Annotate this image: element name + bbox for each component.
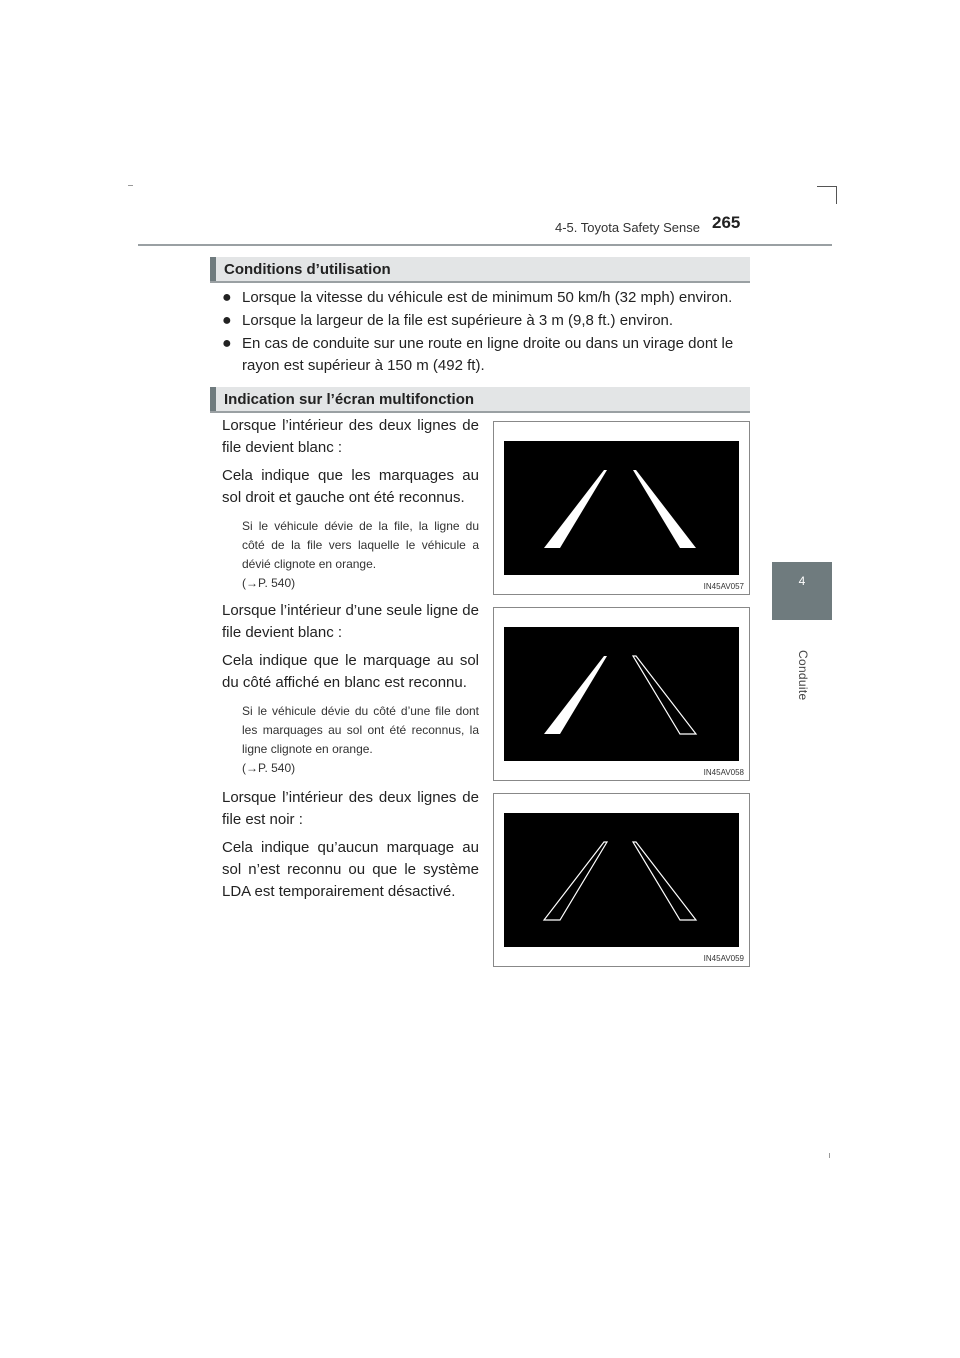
chapter-label <box>772 650 832 710</box>
indication-entry <box>222 415 479 599</box>
indication-entry <box>222 600 479 784</box>
chapter-number: 4 <box>798 574 806 588</box>
chapter-tab <box>772 562 832 620</box>
entry-heading: Lorsque l’intérieur d’une seule ligne de file devient blanc : <box>222 602 479 641</box>
section-heading-conditions <box>210 257 750 283</box>
conditions-list <box>222 287 752 378</box>
entry-heading: Lorsque l’intérieur des deux lignes de file est noir : <box>222 789 479 828</box>
section-title: Indication sur l’écran multifonction <box>224 391 475 408</box>
page-reference: (→P. 540) <box>242 761 296 775</box>
entry-body: Cela indique que le marquage au sol du côté affiché en blanc est reconnu. <box>222 652 479 691</box>
entry-body: Cela indique qu’aucun marquage au sol n’est reconnu ou que le système LDA est temporairement désactivé. <box>222 839 479 900</box>
running-header: 4-5. Toyota Safety Sense <box>554 220 700 235</box>
multi-information-display <box>504 813 739 947</box>
bullet-icon: ● <box>222 335 232 352</box>
list-item: ● Lorsque la largeur de la file est supérieure à 3 m (9,8 ft.) environ. <box>222 310 752 332</box>
list-item: ● En cas de conduite sur une route en ligne droite ou dans un virage dont le rayon est supérieur à 150 m (492 ft). <box>222 335 734 374</box>
lane-lines-both-white-icon <box>504 441 739 575</box>
crop-mark <box>829 1153 830 1158</box>
bullet-icon: ● <box>222 312 232 329</box>
list-item: ● Lorsque la vitesse du véhicule est de minimum 50 km/h (32 mph) environ. <box>222 287 752 309</box>
section-marker <box>210 387 216 411</box>
section-heading-indication <box>210 387 750 413</box>
section-title: Conditions d’utilisation <box>224 261 391 278</box>
figure-code: IN45AV059 <box>703 954 744 963</box>
chapter-label-text: Conduite <box>796 650 810 701</box>
page-reference: (→P. 540) <box>242 576 296 590</box>
multi-information-display <box>504 627 739 761</box>
lane-display-figure <box>493 421 750 595</box>
figure-code: IN45AV058 <box>703 768 744 777</box>
entry-heading: Lorsque l’intérieur des deux lignes de file devient blanc : <box>222 417 479 456</box>
crop-mark <box>836 186 837 204</box>
page-number: 265 <box>712 213 741 232</box>
multi-information-display <box>504 441 739 575</box>
lane-line-left-white-icon <box>504 627 739 761</box>
indication-entry <box>222 787 479 909</box>
crop-mark <box>128 185 133 186</box>
lane-display-figure <box>493 793 750 967</box>
entry-note: Si le véhicule dévie de la file, la ligne du côté de la file vers laquelle le véhicule a dévié clignote en orange. (→P. 540) <box>242 519 479 590</box>
lane-display-figure <box>493 607 750 781</box>
header-divider <box>138 244 832 246</box>
crop-mark <box>817 186 837 187</box>
entry-body: Cela indique que les marquages au sol droit et gauche ont été reconnus. <box>222 467 479 506</box>
figure-code: IN45AV057 <box>703 582 744 591</box>
lane-lines-both-black-icon <box>504 813 739 947</box>
bullet-icon: ● <box>222 289 232 306</box>
entry-note: Si le véhicule dévie du côté d’une file dont les marquages au sol ont été reconnus, la ligne clignote en orange. (→P. 540) <box>242 704 479 775</box>
section-marker <box>210 257 216 281</box>
